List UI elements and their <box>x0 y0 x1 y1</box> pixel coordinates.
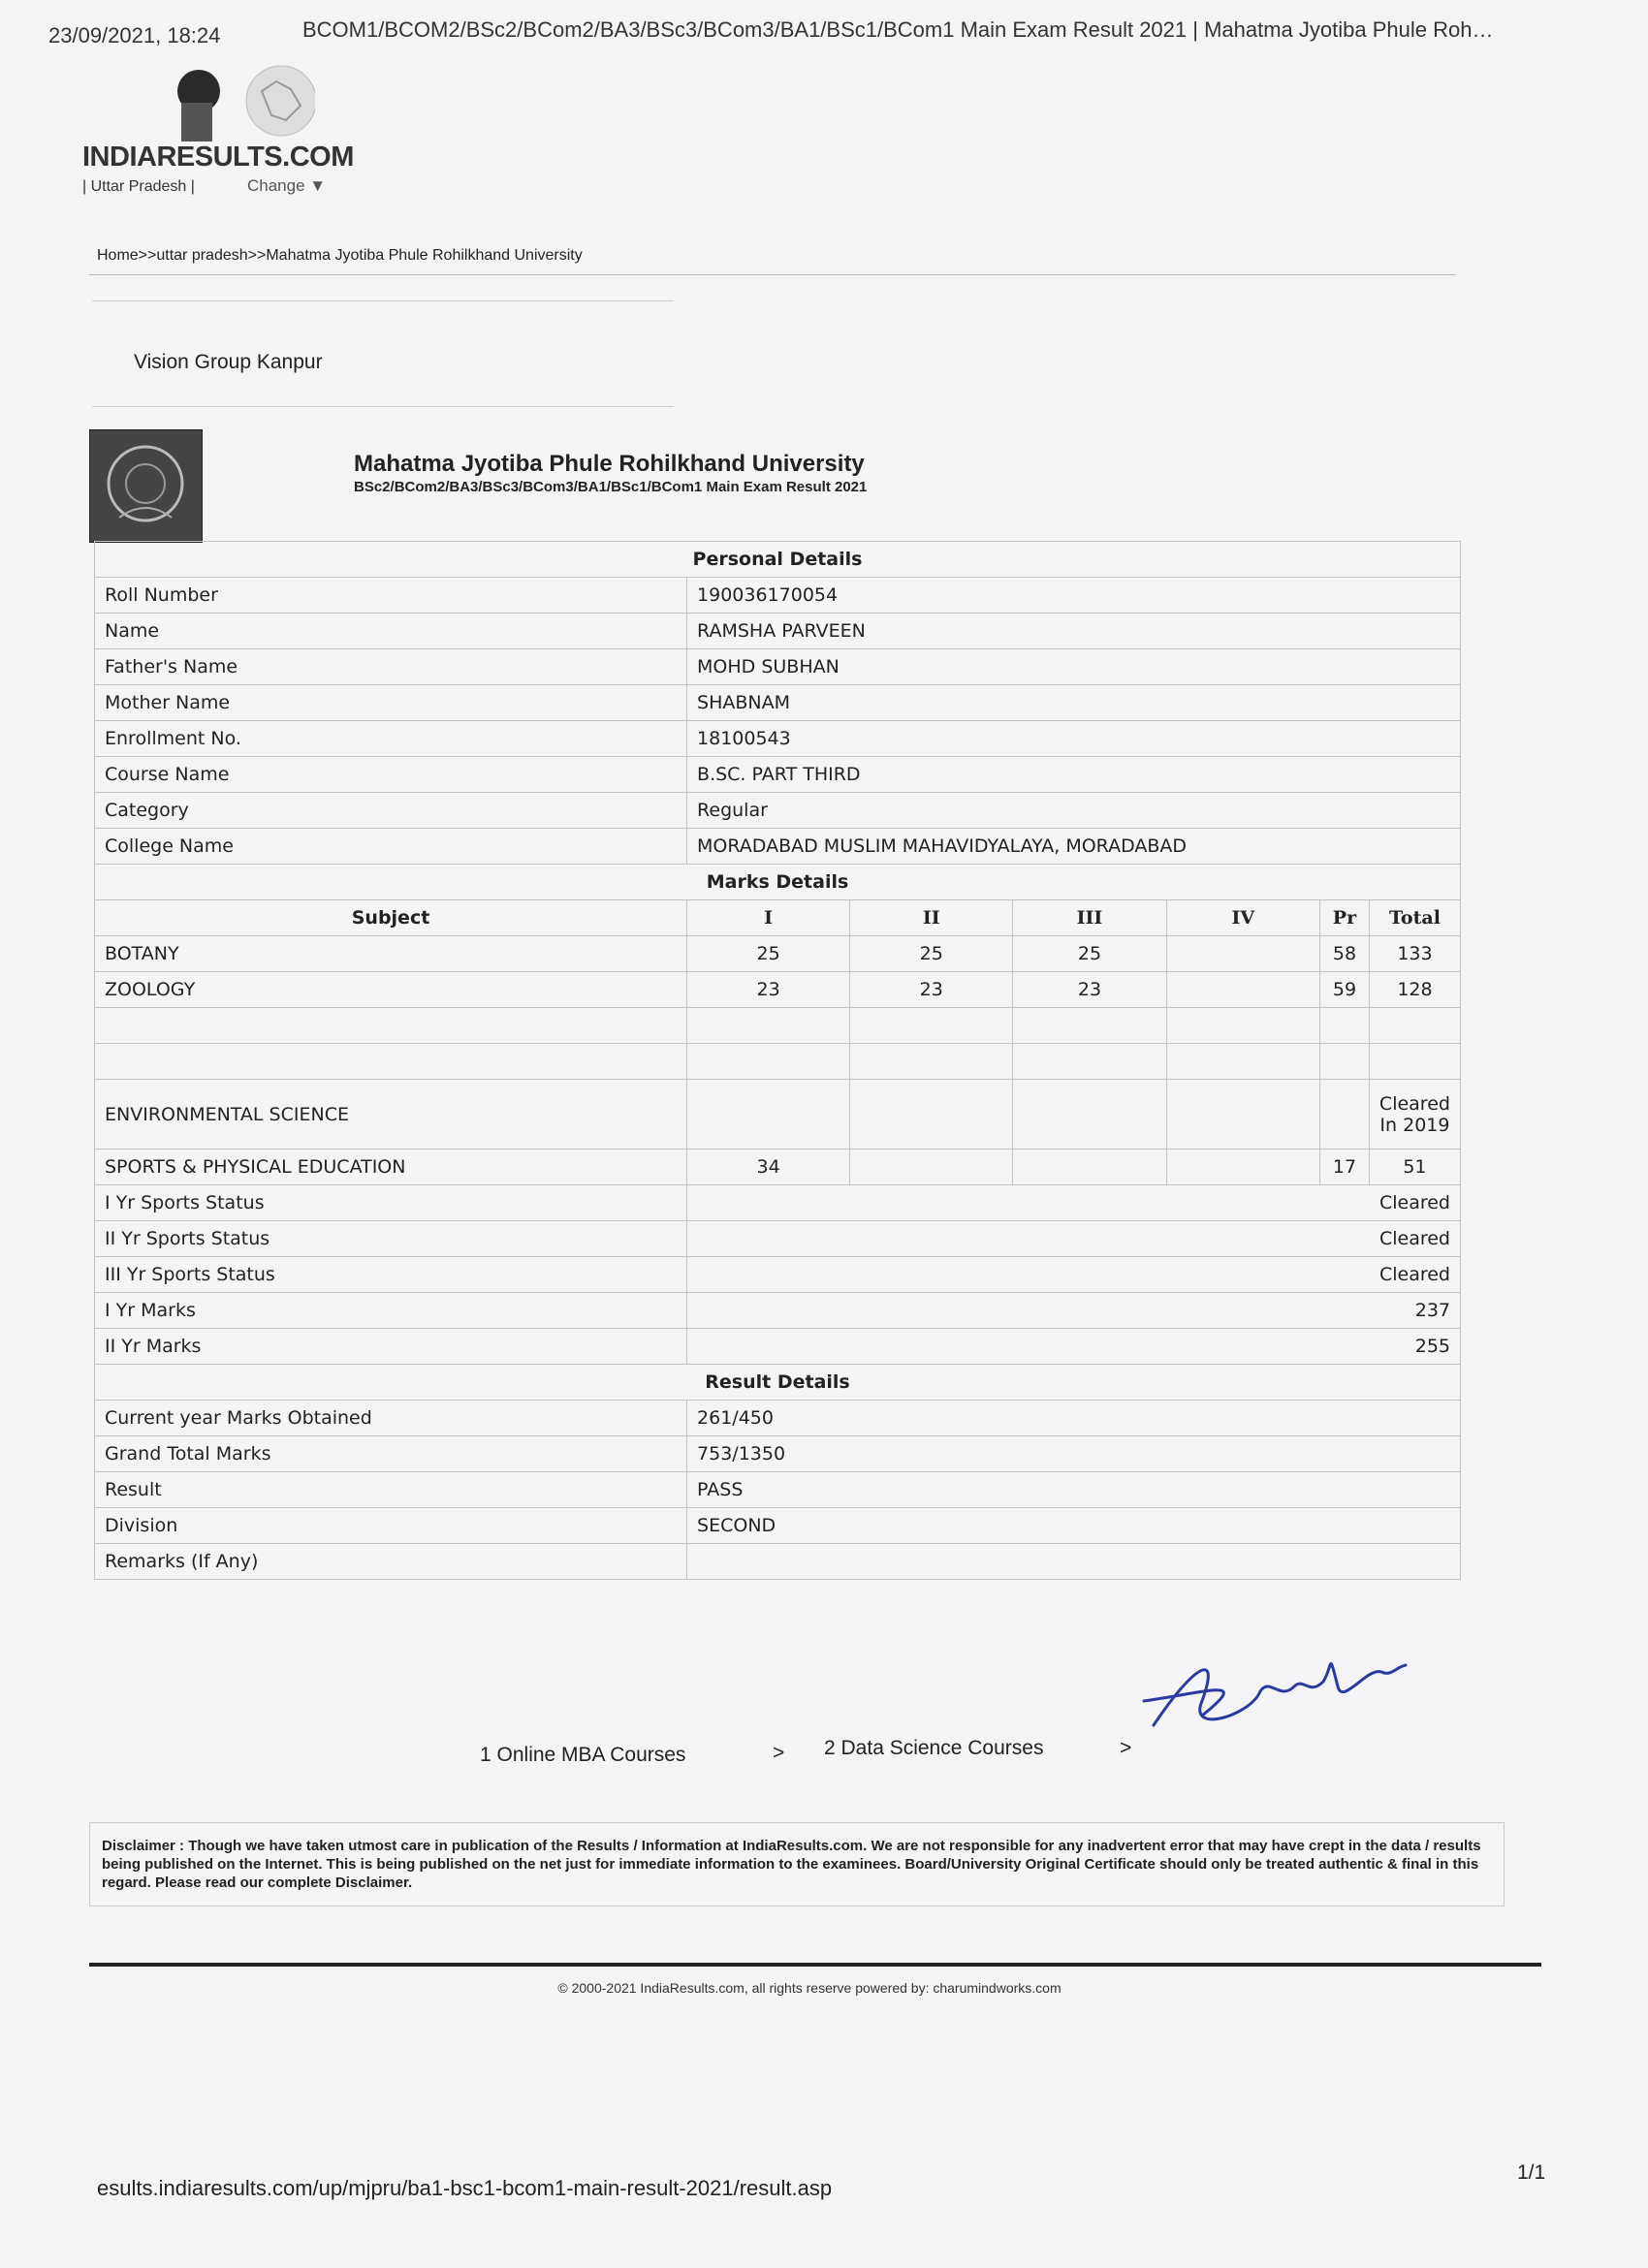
subject-header: Subject <box>95 900 687 936</box>
field-label: Course Name <box>95 757 687 793</box>
logo-graphic-icon <box>82 62 315 149</box>
ad-text[interactable]: Vision Group Kanpur <box>134 351 323 373</box>
section-heading: Marks Details <box>95 865 1461 900</box>
result-value: 753/1350 <box>687 1436 1461 1472</box>
field-value: 18100543 <box>687 721 1461 757</box>
total-mark: Cleared In 2019 <box>1369 1080 1460 1150</box>
personal-row <box>95 649 1461 685</box>
paper-3-mark <box>1013 1080 1166 1150</box>
result-label: Remarks (If Any) <box>95 1544 687 1580</box>
paper-2-mark <box>850 1008 1013 1044</box>
total-mark <box>1369 1044 1460 1080</box>
practical-mark <box>1320 1080 1370 1150</box>
section-heading: Result Details <box>95 1365 1461 1401</box>
personal-row <box>95 721 1461 757</box>
result-value: PASS <box>687 1472 1461 1508</box>
result-row <box>95 1401 1461 1436</box>
practical-mark <box>1320 1008 1370 1044</box>
handwritten-signature-icon <box>1134 1609 1415 1754</box>
personal-row <box>95 793 1461 829</box>
result-value: 261/450 <box>687 1401 1461 1436</box>
result-row <box>95 1436 1461 1472</box>
field-label: Mother Name <box>95 685 687 721</box>
paper-4-header: IV <box>1166 900 1319 936</box>
practical-mark: 17 <box>1320 1150 1370 1185</box>
paper-2-mark <box>850 1044 1013 1080</box>
subject-row <box>95 972 1461 1008</box>
paper-4-mark <box>1166 936 1319 972</box>
paper-1-mark: 23 <box>687 972 850 1008</box>
total-mark: 128 <box>1369 972 1460 1008</box>
status-value: Cleared <box>687 1257 1461 1293</box>
practical-mark: 59 <box>1320 972 1370 1008</box>
result-label: Result <box>95 1472 687 1508</box>
field-label: Name <box>95 614 687 649</box>
field-label: Father's Name <box>95 649 687 685</box>
paper-4-mark <box>1166 972 1319 1008</box>
personal-row <box>95 614 1461 649</box>
practical-mark: 58 <box>1320 936 1370 972</box>
field-value: MORADABAD MUSLIM MAHAVIDYALAYA, MORADABAD <box>687 829 1461 865</box>
field-label: Roll Number <box>95 578 687 614</box>
status-label: I Yr Sports Status <box>95 1185 687 1221</box>
result-value <box>687 1544 1461 1580</box>
result-label: Grand Total Marks <box>95 1436 687 1472</box>
result-row <box>95 1472 1461 1508</box>
status-row <box>95 1185 1461 1221</box>
paper-3-mark <box>1013 1150 1166 1185</box>
chevron-right-icon[interactable]: > <box>1120 1737 1132 1759</box>
field-value: RAMSHA PARVEEN <box>687 614 1461 649</box>
result-label: Division <box>95 1508 687 1544</box>
subject-name: ENVIRONMENTAL SCIENCE <box>95 1080 687 1150</box>
print-datetime: 23/09/2021, 18:24 <box>48 23 221 47</box>
paper-2-mark: 23 <box>850 972 1013 1008</box>
print-page-title: BCOM1/BCOM2/BSc2/BCom2/BA3/BSc3/BCom3/BA1/BSc1/BCom1 Main Exam Result 2021 | Mahatma Jyotiba Phule Roh… <box>302 17 1494 42</box>
paper-3-mark <box>1013 1008 1166 1044</box>
university-name: Mahatma Jyotiba Phule Rohilkhand University <box>354 451 865 477</box>
paper-4-mark <box>1166 1150 1319 1185</box>
paper-4-mark <box>1166 1044 1319 1080</box>
divider <box>89 274 1456 275</box>
total-mark <box>1369 1008 1460 1044</box>
paper-2-mark <box>850 1080 1013 1150</box>
paper-3-mark: 25 <box>1013 936 1166 972</box>
paper-2-mark: 25 <box>850 936 1013 972</box>
field-label: College Name <box>95 829 687 865</box>
subject-name <box>95 1008 687 1044</box>
print-url: esults.indiaresults.com/up/mjpru/ba1-bsc1-bcom1-main-result-2021/result.asp <box>97 2176 833 2200</box>
field-value: Regular <box>687 793 1461 829</box>
paper-4-mark <box>1166 1080 1319 1150</box>
field-label: Category <box>95 793 687 829</box>
status-label: II Yr Marks <box>95 1329 687 1365</box>
status-value: 237 <box>687 1293 1461 1329</box>
status-label: II Yr Sports Status <box>95 1221 687 1257</box>
subject-name: BOTANY <box>95 936 687 972</box>
status-value: Cleared <box>687 1221 1461 1257</box>
state-label: | Uttar Pradesh | <box>82 178 195 195</box>
section-heading: Personal Details <box>95 542 1461 578</box>
chevron-right-icon[interactable]: > <box>773 1742 785 1764</box>
status-label: I Yr Marks <box>95 1293 687 1329</box>
signature <box>1134 1609 1415 1754</box>
subject-row <box>95 1008 1461 1044</box>
status-label: III Yr Sports Status <box>95 1257 687 1293</box>
total-mark: 51 <box>1369 1150 1460 1185</box>
paper-3-mark: 23 <box>1013 972 1166 1008</box>
promo-link-data-science[interactable]: 2 Data Science Courses <box>824 1737 1044 1759</box>
total-mark: 133 <box>1369 936 1460 972</box>
status-value: 255 <box>687 1329 1461 1365</box>
result-label: Current year Marks Obtained <box>95 1401 687 1436</box>
paper-3-mark <box>1013 1044 1166 1080</box>
field-value: B.SC. PART THIRD <box>687 757 1461 793</box>
paper-4-mark <box>1166 1008 1319 1044</box>
personal-row <box>95 685 1461 721</box>
site-logo[interactable] <box>82 62 354 207</box>
subject-row <box>95 1080 1461 1150</box>
brand-name: INDIARESULTS.COM <box>82 142 354 173</box>
exam-subtitle: BSc2/BCom2/BA3/BSc3/BCom3/BA1/BSc1/BCom1 Main Exam Result 2021 <box>354 479 868 495</box>
field-value: SHABNAM <box>687 685 1461 721</box>
paper-3-header: III <box>1013 900 1166 936</box>
total-header: Total <box>1369 900 1460 936</box>
personal-row <box>95 757 1461 793</box>
breadcrumb[interactable]: Home>>uttar pradesh>>Mahatma Jyotiba Phule Rohilkhand University <box>97 247 583 264</box>
status-row <box>95 1329 1461 1365</box>
field-label: Enrollment No. <box>95 721 687 757</box>
paper-1-mark <box>687 1080 850 1150</box>
personal-row <box>95 578 1461 614</box>
field-value: 190036170054 <box>687 578 1461 614</box>
paper-2-mark <box>850 1150 1013 1185</box>
status-row <box>95 1293 1461 1329</box>
subject-row <box>95 1150 1461 1185</box>
subject-row <box>95 936 1461 972</box>
status-row <box>95 1257 1461 1293</box>
paper-1-mark: 34 <box>687 1150 850 1185</box>
personal-row <box>95 829 1461 865</box>
university-seal <box>89 429 203 543</box>
marks-header-row <box>95 900 1461 936</box>
field-value: MOHD SUBHAN <box>687 649 1461 685</box>
paper-1-mark <box>687 1008 850 1044</box>
paper-2-header: II <box>850 900 1013 936</box>
promo-link-mba[interactable]: 1 Online MBA Courses <box>480 1744 686 1766</box>
subject-row <box>95 1044 1461 1080</box>
practical-mark <box>1320 1044 1370 1080</box>
change-state-link[interactable]: Change ▼ <box>247 176 327 195</box>
result-table <box>94 541 1461 1580</box>
paper-1-header: I <box>687 900 850 936</box>
page-number: 1/1 <box>1517 2161 1546 2184</box>
result-value: SECOND <box>687 1508 1461 1544</box>
status-value: Cleared <box>687 1185 1461 1221</box>
subject-name <box>95 1044 687 1080</box>
copyright: © 2000-2021 IndiaResults.com, all rights reserve powered by: charumindworks.com <box>557 1980 1062 1996</box>
subject-name: ZOOLOGY <box>95 972 687 1008</box>
result-row <box>95 1508 1461 1544</box>
status-row <box>95 1221 1461 1257</box>
seal-emblem-icon <box>90 430 202 542</box>
disclaimer: Disclaimer : Though we have taken utmost care in publication of the Results / Information at IndiaResults.com. We are not responsible for any inadvertent error that may have crept in the data / results being published on the Internet. This is being published on the net just for immediate information to the examinees. Board/University Original Certificate should only be treated authentic & final in this regard. Please read our complete Disclaimer. <box>89 1822 1505 1906</box>
footer-divider <box>89 1963 1541 1967</box>
paper-1-mark: 25 <box>687 936 850 972</box>
result-row <box>95 1544 1461 1580</box>
practical-header: Pr <box>1320 900 1370 936</box>
subject-name: SPORTS & PHYSICAL EDUCATION <box>95 1150 687 1185</box>
paper-1-mark <box>687 1044 850 1080</box>
